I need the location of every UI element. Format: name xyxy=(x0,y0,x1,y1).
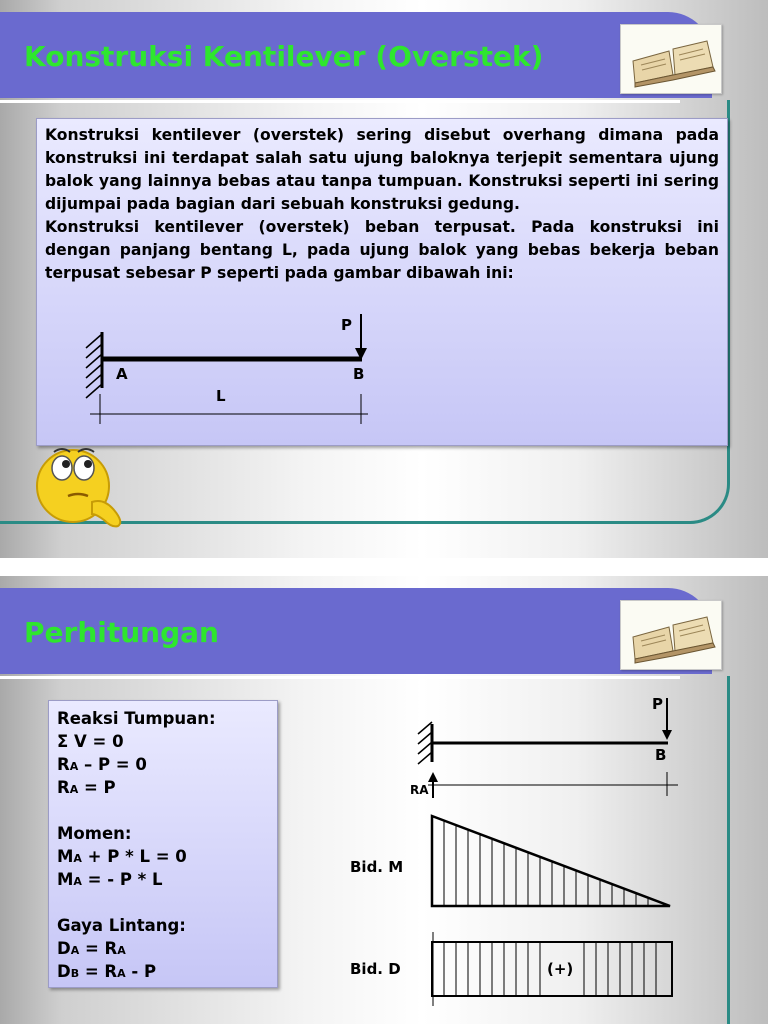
shear-sign-label: (+) xyxy=(547,960,574,978)
equation-rest: = xyxy=(79,962,105,981)
end-label-b: B xyxy=(353,365,365,383)
equation-rest: + P * L = 0 xyxy=(81,847,187,866)
ma-subscript: A xyxy=(73,875,82,888)
book-icon xyxy=(620,24,722,94)
ra-letter: R xyxy=(57,755,70,774)
span-label-l: L xyxy=(216,387,226,405)
ra-subscript: A xyxy=(117,967,126,980)
load-label-p: P xyxy=(652,695,663,713)
heading-momen: Momen: xyxy=(57,824,132,843)
d-letter: D xyxy=(57,939,71,958)
slide-title: Konstruksi Kentilever (Overstek) xyxy=(24,40,544,73)
slide-title: Perhitungan xyxy=(24,616,219,649)
paragraph-load: Konstruksi kentilever (overstek) beban terpusat. Pada konstruksi ini dengan panjang bentang L, pada ujung balok yang bebas bekerja beban terpusat sebesar P seperti pada gambar dibawah ini: xyxy=(45,218,719,282)
heading-gaya-lintang: Gaya Lintang: xyxy=(57,916,186,935)
paragraph-definition: Konstruksi kentilever (overstek) sering disebut overhang dimana pada konstruksi ini terdapat salah satu ujung baloknya terjepit sementara ujung balok yang lainnya bebas atau tanpa tumpuan. Konstruksi seperti ini sering dijumpai pada bagian dari sebuah konstruksi gedung. xyxy=(45,126,719,213)
equation-ra-equals-p xyxy=(57,778,116,797)
heading-reaksi: Reaksi Tumpuan: xyxy=(57,709,216,728)
ra-subscript: A xyxy=(69,783,79,796)
ma-subscript: A xyxy=(73,852,82,865)
moment-hatching xyxy=(444,821,648,906)
load-arrowhead xyxy=(662,730,672,740)
ra-letter: R xyxy=(104,962,118,981)
support-hatching xyxy=(86,334,102,398)
support-hatching xyxy=(418,722,432,764)
equation-ma-result xyxy=(57,870,163,889)
equation-da xyxy=(57,939,126,958)
db-subscript: B xyxy=(70,967,80,980)
equation-rest: – P = 0 xyxy=(78,755,147,774)
equation-rest: = - P * L xyxy=(81,870,163,889)
calculation-box xyxy=(48,700,278,988)
equation-rest: = xyxy=(79,939,105,958)
shear-diagram-label: Bid. D xyxy=(350,960,401,978)
ra-letter: R xyxy=(104,939,118,958)
ma-letter: M xyxy=(57,870,74,889)
equation-sum-v: Σ V = 0 xyxy=(57,732,124,751)
equation-ra-minus-p xyxy=(57,755,147,774)
end-label-b: B xyxy=(655,746,667,764)
equation-ma-sum xyxy=(57,847,187,866)
book-icon xyxy=(620,600,722,670)
reaction-label-ra: RA xyxy=(410,783,429,797)
d-letter: D xyxy=(57,962,71,981)
ma-letter: M xyxy=(57,847,74,866)
support-label-a: A xyxy=(116,365,128,383)
ra-subscript: A xyxy=(117,944,126,957)
equation-rest: - P xyxy=(125,962,157,981)
ra-letter: R xyxy=(57,778,70,797)
ra-subscript: A xyxy=(69,760,79,773)
equation-db xyxy=(57,962,156,981)
thinking-smiley-icon xyxy=(28,440,138,532)
da-subscript: A xyxy=(70,944,80,957)
reaction-arrowhead xyxy=(428,772,438,782)
moment-diagram-label: Bid. M xyxy=(350,858,404,876)
load-label-p: P xyxy=(341,316,352,334)
slide-2 xyxy=(0,576,768,1024)
equation-rest: = P xyxy=(78,778,116,797)
